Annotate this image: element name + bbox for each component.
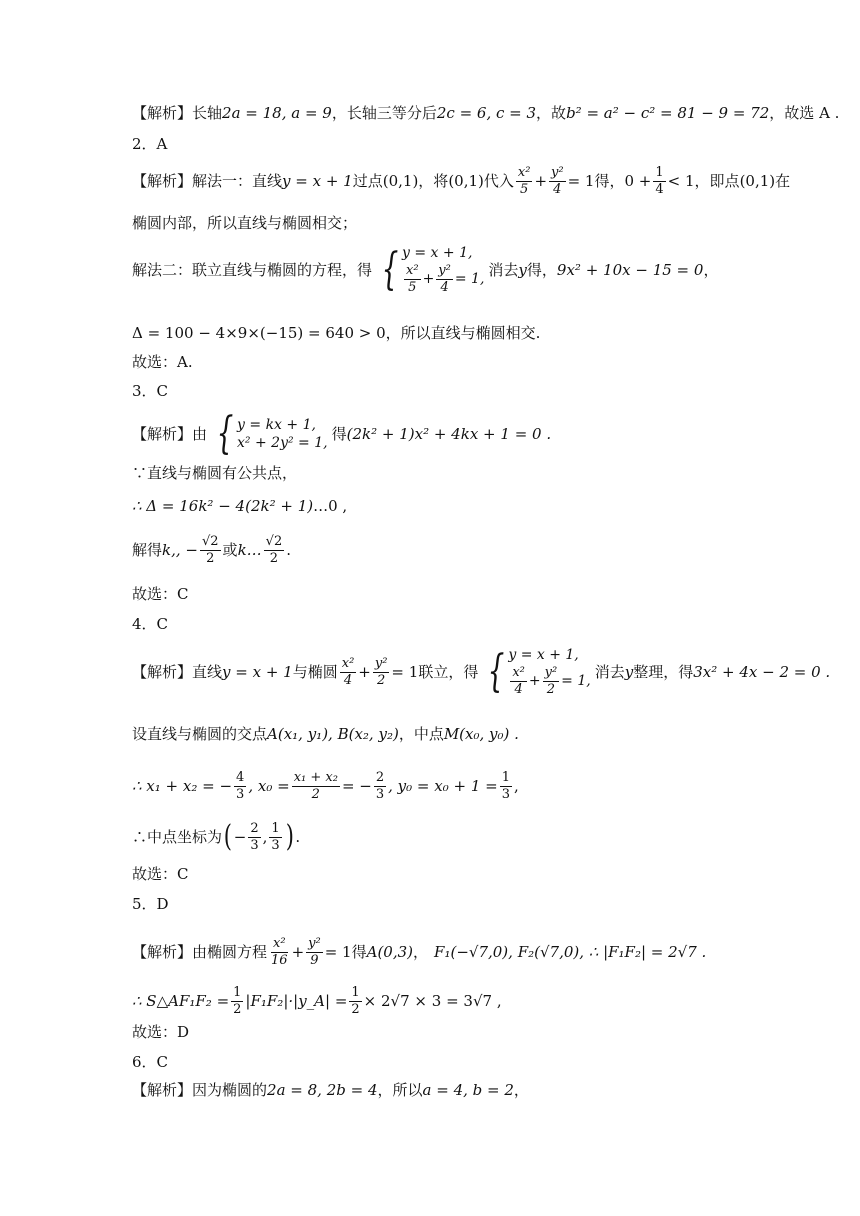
q1-text2: ，长轴三等分后 <box>331 104 437 122</box>
q5-number: 5．D <box>132 895 169 913</box>
q2-method1-line: 【解析】 解法一：直线 y = x + 1 过点 (0,1) ，将 (0,1) 代入 $\frac{\text{x²}}{5}$ + $\frac{\text{y²}}{4}$ = 1 得， 0 + $\frac{1}{4}$ < 1 ，即点 (0,1) 在 <box>132 165 791 197</box>
q2-line2: 椭圆内部，所以直线与椭圆相交； <box>132 214 358 232</box>
q6-t1eq: 2a = 8, 2b = 4 <box>267 1081 378 1099</box>
fraction-1-over-4: $\frac{1}{4}$ <box>655 165 664 197</box>
q1-line <box>132 106 839 121</box>
q3-because: ∵直线与椭圆有公共点， <box>132 464 298 482</box>
q4-prefix: 【解析】 <box>132 662 193 681</box>
q1-prefix: 【解析】 <box>132 104 193 122</box>
q3-solve: 解得 <box>132 540 163 559</box>
q2-s3: ，将 <box>418 171 449 190</box>
q6-prefix: 【解析】 <box>132 1081 193 1099</box>
q1-eq3: b² = a² − c² = 81 − 9 = 72 <box>566 104 770 122</box>
q4-t5: 整理，得 <box>633 662 694 681</box>
q5-answer: 故选：D <box>132 1023 190 1041</box>
equation-system: { y = x + 1, $\frac{\text{x²}}{5}$ + $\frac{\text{y²}}{4}$ = 1, <box>381 244 485 296</box>
q2-s1: 解法一：直线 <box>192 171 283 190</box>
q3-deltatail: …0 , <box>313 497 348 515</box>
q4-mid-line: ∴中点坐标为 ( − $\frac{2}{3}$ , $\frac{1}{3}$ ) . <box>132 819 301 855</box>
q6-t3: ， <box>513 1081 529 1099</box>
q5-areatail: |F₁F₂|·|y_A| = <box>245 991 348 1010</box>
q1-text4: ，故选 A . <box>769 104 840 122</box>
q2-m3: 得， <box>526 260 557 279</box>
q4-number: 4．C <box>132 615 169 633</box>
q4-setupmid: ，中点 <box>398 725 444 743</box>
q4-t1eq: y = x + 1 <box>222 662 293 681</box>
q4-answer: 故选：C <box>132 865 189 883</box>
q3-by: 由 <box>192 424 208 443</box>
q2-s2eq: (0,1) <box>382 171 419 190</box>
q5-area-line: ∴ S△AF₁F₂ = $\frac{1}{2}$ |F₁F₂|·|y_A| = $\frac{1}{2}$ × 2√7 × 3 = 3√7 , <box>132 985 502 1017</box>
q5-prefix: 【解析】 <box>132 942 193 961</box>
fraction-sqrt2-over-2-b: $\frac{√2}{2}$ <box>265 534 283 566</box>
q2-s6: ，即点 <box>694 171 740 190</box>
q5-areatail2: × 2√7 × 3 = 3√7 , <box>363 991 502 1010</box>
q4-t3: 联立，得 <box>418 662 479 681</box>
q4-setupM: M(x₀, y₀) . <box>443 725 519 743</box>
q6-t1: 因为椭圆的 <box>192 1081 268 1099</box>
q5-area: ∴ S△AF₁F₂ = <box>132 991 230 1010</box>
q1-text3: ，故 <box>536 104 567 122</box>
q4-t4: 消去 <box>594 662 625 681</box>
fraction-sqrt2-over-2: $\frac{√2}{2}$ <box>201 534 219 566</box>
q4-t5eq: 3x² + 4x − 2 = 0 . <box>693 662 831 681</box>
q2-m2: 消去 <box>488 260 519 279</box>
q2-s7: 在 <box>775 171 791 190</box>
q2-s1eq: y = x + 1 <box>282 171 353 190</box>
q1-eq2: 2c = 6, c = 3 <box>436 104 537 122</box>
q6-t2eq: a = 4, b = 2 <box>422 1081 514 1099</box>
q5-foci: F₁(−√7,0), F₂(√7,0), ∴ |F₁F₂| = 2√7 . <box>434 942 707 961</box>
q2-s5: 得， <box>594 171 625 190</box>
q5-t1: 由椭圆方程 <box>192 942 268 961</box>
q2-delta-line <box>132 326 540 341</box>
q1-text1: 长轴 <box>192 104 223 122</box>
q4-t2: 与椭圆 <box>292 662 338 681</box>
q2-m4: ， <box>703 260 719 279</box>
q6-t2: ，所以 <box>377 1081 423 1099</box>
q3-get: 得 <box>331 424 347 443</box>
q4-setupA: A(x₁, y₁), B(x₂, y₂) <box>267 725 399 743</box>
q3-answer: 故选：C <box>132 585 189 603</box>
q3-delta-line: ∴ Δ = 16k² − 4 (2k² + 1) …0 , <box>132 497 348 515</box>
q4-midtext: ∴中点坐标为 <box>132 827 223 846</box>
q4-setup: 设直线与椭圆的交点 <box>132 725 268 743</box>
q2-prefix: 【解析】 <box>132 171 193 190</box>
fraction-y2-over-4: $\frac{\text{y²}}{4}$ <box>551 165 564 197</box>
fraction-x2-over-5: $\frac{\text{x²}}{5}$ <box>517 165 531 197</box>
q2-s6eq: (0,1) <box>739 171 776 190</box>
q2-m2v: y <box>518 260 527 279</box>
q6-number: 6．C <box>132 1053 169 1071</box>
q4-line1: 【解析】 直线 y = x + 1 与椭圆 $\frac{\text{x²}}{4}$ + $\frac{\text{y²}}{2}$ = 1 联立，得 { y = x + 1, $\frac{\text{x²}}{4}$ + $\frac{\text{y²}}{2}$ = 1, 消去 y 整理，得 3x² + 4x − 2 = 0 . <box>132 646 831 698</box>
q2-s3eq: (0,1) <box>448 171 484 190</box>
q4-sumlead: ∴ x₁ + x₂ = − <box>132 776 233 795</box>
q3-system: { y = kx + 1, x² + 2y² = 1, <box>216 408 328 459</box>
q5-t3: ， <box>413 942 429 961</box>
q4-system: { y = x + 1, $\frac{\text{x²}}{4}$ + $\frac{\text{y²}}{2}$ = 1, <box>487 646 591 698</box>
q2-m3eq: 9x² + 10x − 15 = 0 <box>556 260 704 279</box>
q4-t1: 直线 <box>192 662 223 681</box>
q5-line1: 【解析】 由椭圆方程 $\frac{\text{x²}}{16}$ + $\frac{\text{y²}}{9}$ = 1 得 A(0,3) ， F₁(−√7,0), F₂(√7,0), ∴ |F₁F₂| = 2√7 . <box>132 936 707 968</box>
q5-t2eq: A(0,3) <box>366 942 414 961</box>
q2-s4: 代入 <box>483 171 514 190</box>
q3-eqtail: x² + 4kx + 1 = 0 . <box>414 424 552 443</box>
q2-method2-line <box>132 246 718 294</box>
q3-or: 或 <box>222 540 238 559</box>
q2-s2: 过点 <box>352 171 383 190</box>
q2-number: 2．A <box>132 135 168 153</box>
q5-t2: 得 <box>351 942 367 961</box>
q4-t4v: y <box>624 662 634 681</box>
q3-line1: 【解析】 由 { y = kx + 1, x² + 2y² = 1, 得 (2k² + 1) x² + 4kx + 1 = 0 . <box>132 408 552 459</box>
q4-setup-line <box>132 727 519 742</box>
q2-answer: 故选：A. <box>132 353 193 371</box>
q2-deltatext: ，所以直线与椭圆相交. <box>385 324 541 342</box>
q1-eq1: 2a = 18, a = 9 <box>222 104 332 122</box>
q2-delta: Δ = 100 − 4×9×(−15) = 640 > 0 <box>132 324 386 342</box>
q2-m1: 解法二：联立直线与椭圆的方程，得 <box>132 260 373 279</box>
q6-line1 <box>132 1083 529 1098</box>
q3-solve-line: 解得 k,, − $\frac{√2}{2}$ 或 k… $\frac{√2}{2}$ . <box>132 534 291 566</box>
q3-delta: ∴ Δ = 16k² − 4 <box>132 497 246 515</box>
q4-sum-line: ∴ x₁ + x₂ = − $\frac{4}{3}$ , x₀ = $\frac{\text{x₁ + x₂}}{2}$ = − $\frac{2}{3}$ , y₀ = x₀ + 1 = $\frac{1}{3}$ , <box>132 770 519 802</box>
q3-number: 3．C <box>132 382 169 400</box>
q3-prefix: 【解析】 <box>132 424 193 443</box>
